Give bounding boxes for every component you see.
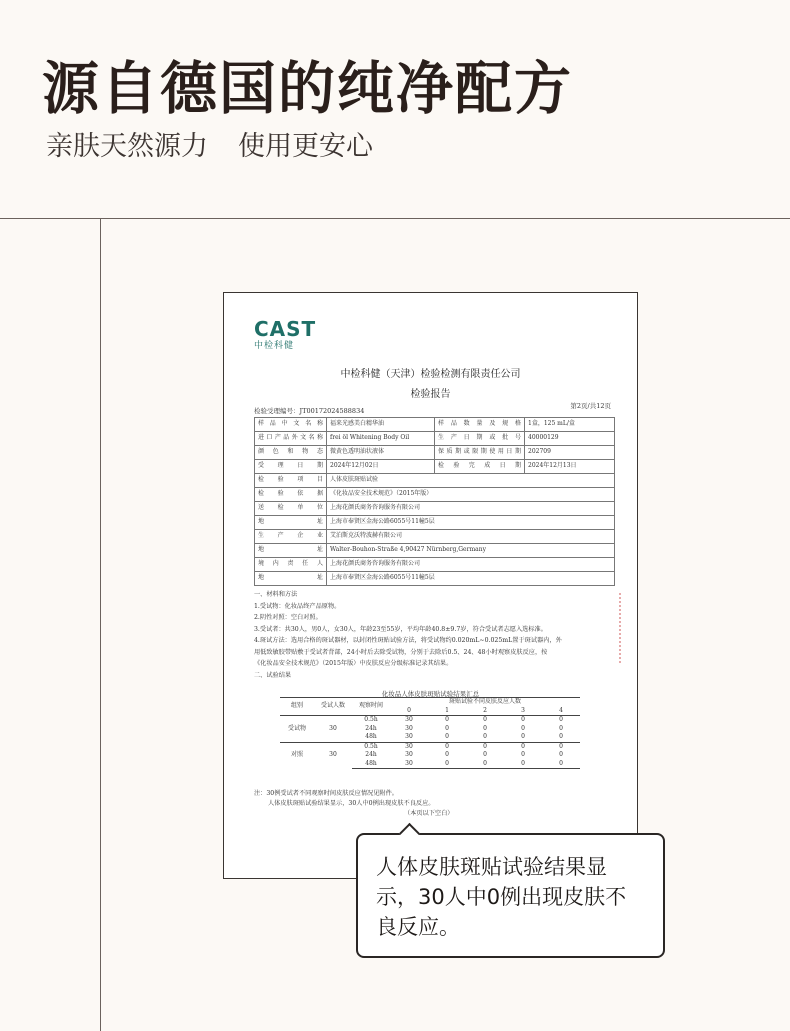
subtitle-right: 使用更安心 bbox=[238, 131, 373, 162]
note-line: 注：30例受试者不同观察时间皮肤反应情况见附件。 bbox=[254, 790, 398, 797]
page-subtitle bbox=[46, 130, 373, 164]
info-value: 人体皮肤斑贴试验 bbox=[327, 474, 615, 488]
result-cell: 0 bbox=[428, 760, 466, 769]
group-name: 受试物 bbox=[280, 716, 314, 743]
method-line: 4.斑试方法：选用合格的斑试器材，以封闭性斑贴试验方法，将受试物约0.020mL~0.025mL置于斑试器内，外 bbox=[254, 637, 562, 644]
method-line: 用低致敏胶带贴敷于受试者背部，24小时后去除受试物，分别于去除后0.5、24、48小时观察皮肤反应，按 bbox=[254, 648, 548, 656]
page-title: 源自德国的纯净配方 bbox=[42, 56, 573, 122]
result-cell: 30 bbox=[390, 742, 428, 751]
grade-header: 2 bbox=[466, 707, 504, 716]
info-row bbox=[255, 516, 615, 530]
result-cell: 0 bbox=[466, 716, 504, 725]
logo-mark: CAST bbox=[254, 317, 317, 341]
info-value: 2024年12月02日 bbox=[327, 460, 435, 474]
cast-logo bbox=[254, 317, 317, 351]
callout-bubble bbox=[356, 833, 665, 958]
grade-header: 1 bbox=[428, 707, 466, 716]
logo-sub: 中检科健 bbox=[254, 341, 295, 351]
result-cell: 0 bbox=[521, 724, 525, 732]
info-value: 艾泊斯克沃特波赫有限公司 bbox=[327, 530, 615, 544]
group-count: 30 bbox=[314, 742, 352, 769]
col-group: 组别 bbox=[280, 698, 314, 716]
info-row bbox=[255, 446, 615, 460]
info-key: 地址 bbox=[255, 516, 327, 530]
result-cell: 24h bbox=[365, 724, 377, 732]
grade-header: 0 bbox=[390, 707, 428, 716]
info-row bbox=[255, 418, 615, 432]
result-cell: 48h bbox=[352, 760, 390, 769]
result-cell: 30 bbox=[405, 724, 413, 732]
info-key: 颜色和物态 bbox=[255, 446, 327, 460]
result-row bbox=[280, 742, 580, 751]
info-row bbox=[255, 488, 615, 502]
result-cell: 0.5h bbox=[352, 742, 390, 751]
vertical-divider bbox=[100, 219, 101, 1031]
result-cell: 0 bbox=[466, 742, 504, 751]
group-count: 30 bbox=[314, 716, 352, 743]
info-value: 微黄色透明油状液体 bbox=[327, 446, 435, 460]
info-row bbox=[255, 460, 615, 474]
report-notes bbox=[254, 789, 454, 819]
note-line: （本页以下空白） bbox=[404, 810, 454, 817]
page-number: 第2页/共12页 bbox=[570, 402, 611, 410]
result-cell: 0 bbox=[428, 716, 466, 725]
result-cell: 0 bbox=[483, 733, 487, 740]
patch-test-result-table bbox=[280, 697, 580, 769]
info-value: Walter-Bouhon-Straße 4,90427 Nürnberg,Germany bbox=[327, 544, 615, 558]
result-cell: 30 bbox=[390, 716, 428, 725]
info-value: 福来光感美白精华油 bbox=[327, 418, 435, 432]
result-cell: 0 bbox=[559, 724, 563, 732]
result-cell: 0 bbox=[483, 724, 487, 732]
method-line: 3.受试者：共30人，男0人，女30人，年龄23至55岁，平均年龄40.8±9.7岁，符合受试者志愿入选标准。 bbox=[254, 625, 547, 633]
group-name: 对照 bbox=[280, 742, 314, 769]
result-cell: 0 bbox=[542, 760, 580, 769]
info-key: 样品中文名称 bbox=[255, 418, 327, 432]
info-key: 进口产品外文名称 bbox=[255, 432, 327, 446]
grade-header: 3 bbox=[504, 707, 542, 716]
result-row bbox=[280, 716, 580, 725]
info-key: 受理日期 bbox=[255, 460, 327, 474]
info-key: 境内责任人 bbox=[255, 558, 327, 572]
result-cell: 0 bbox=[428, 742, 466, 751]
method-line: 二、试验结果 bbox=[254, 671, 292, 679]
result-cell: 0 bbox=[559, 733, 563, 740]
info-value: 上海市奉贤区金海公路6055号11幢5层 bbox=[327, 516, 615, 530]
result-cell: 0 bbox=[483, 751, 487, 758]
info-key: 检验完成日期 bbox=[435, 460, 525, 474]
info-row bbox=[255, 572, 615, 586]
info-key: 生产日期或批号 bbox=[435, 432, 525, 446]
info-key: 检验项目 bbox=[255, 474, 327, 488]
result-cell: 0 bbox=[521, 733, 525, 740]
horizontal-divider bbox=[0, 218, 790, 219]
method-line: 《化妆品安全技术规范》（2015年版）中皮肤反应分级标准记录其结果。 bbox=[254, 660, 453, 667]
info-value: 2024年12月13日 bbox=[525, 460, 615, 474]
info-key: 地址 bbox=[255, 544, 327, 558]
result-cell: 30 bbox=[390, 760, 428, 769]
grade-header: 4 bbox=[542, 707, 580, 716]
result-cell: 0.5h bbox=[352, 716, 390, 725]
info-value: 上海花颜氏商务咨询服务有限公司 bbox=[327, 558, 615, 572]
result-table-title: 化妆品人体皮肤斑贴试验结果汇总 bbox=[381, 690, 480, 698]
info-value: 40000129 bbox=[525, 432, 615, 446]
info-key: 检验依据 bbox=[255, 488, 327, 502]
org-name: 中检科健（天津）检验检测有限责任公司 bbox=[340, 369, 521, 380]
result-cell: 0 bbox=[542, 716, 580, 725]
info-key: 保质期或限期使用日期 bbox=[435, 446, 525, 460]
method-line: 2.阴性对照：空白对照。 bbox=[254, 614, 322, 621]
info-value: 1盒，125 mL/盒 bbox=[525, 418, 615, 432]
method-line: 1.受试物：化妆品终产品原物。 bbox=[254, 602, 341, 610]
info-value: 《化妆品安全技术规范》（2015年版） bbox=[327, 488, 615, 502]
result-cell: 0 bbox=[504, 742, 542, 751]
info-row bbox=[255, 544, 615, 558]
test-report-image bbox=[223, 292, 638, 879]
subtitle-left: 亲肤天然源力 bbox=[46, 131, 208, 162]
info-key: 送检单位 bbox=[255, 502, 327, 516]
info-value: 上海花颜氏商务咨询服务有限公司 bbox=[327, 502, 615, 516]
result-cell: 0 bbox=[504, 716, 542, 725]
info-key: 地址 bbox=[255, 572, 327, 586]
col-reaction: 斑贴试验不同皮肤反应人数 bbox=[390, 698, 580, 707]
result-cell: 0 bbox=[466, 760, 504, 769]
acceptance-number: 检验受理编号：JT00172024588834 bbox=[254, 407, 365, 415]
result-cell: 0 bbox=[521, 751, 525, 758]
info-value: 202709 bbox=[525, 446, 615, 460]
info-row bbox=[255, 502, 615, 516]
result-cell: 0 bbox=[445, 724, 449, 732]
result-cell: 24h bbox=[365, 751, 377, 758]
result-cell: 0 bbox=[559, 751, 563, 758]
seal-stamp bbox=[619, 593, 635, 663]
result-cell: 48h bbox=[365, 733, 377, 740]
info-row bbox=[255, 558, 615, 572]
result-cell: 30 bbox=[405, 751, 413, 758]
col-count: 受试人数 bbox=[314, 698, 352, 716]
report-title: 检验报告 bbox=[410, 389, 451, 400]
info-row bbox=[255, 530, 615, 544]
info-row bbox=[255, 432, 615, 446]
info-key: 生产企业 bbox=[255, 530, 327, 544]
method-text bbox=[254, 589, 614, 681]
col-time: 观察时间 bbox=[352, 698, 390, 716]
result-cell: 0 bbox=[445, 733, 449, 740]
result-cell: 0 bbox=[445, 751, 449, 758]
info-row bbox=[255, 474, 615, 488]
result-cell: 30 bbox=[405, 733, 413, 740]
result-cell: 0 bbox=[504, 760, 542, 769]
info-value: 上海市奉贤区金海公路6055号11幢5层 bbox=[327, 572, 615, 586]
method-line: 一、材料和方法 bbox=[254, 591, 298, 598]
callout-text: 人体皮肤斑贴试验结果显示，30人中0例出现皮肤不良反应。 bbox=[376, 855, 627, 939]
info-value: frei öl Whitening Body Oil bbox=[327, 432, 435, 446]
sample-info-table bbox=[254, 417, 615, 586]
result-cell: 0 bbox=[542, 742, 580, 751]
info-key: 样品数量及规格 bbox=[435, 418, 525, 432]
note-line: 人体皮肤斑贴试验结果显示，30人中0例出现皮肤不良反应。 bbox=[268, 800, 435, 807]
